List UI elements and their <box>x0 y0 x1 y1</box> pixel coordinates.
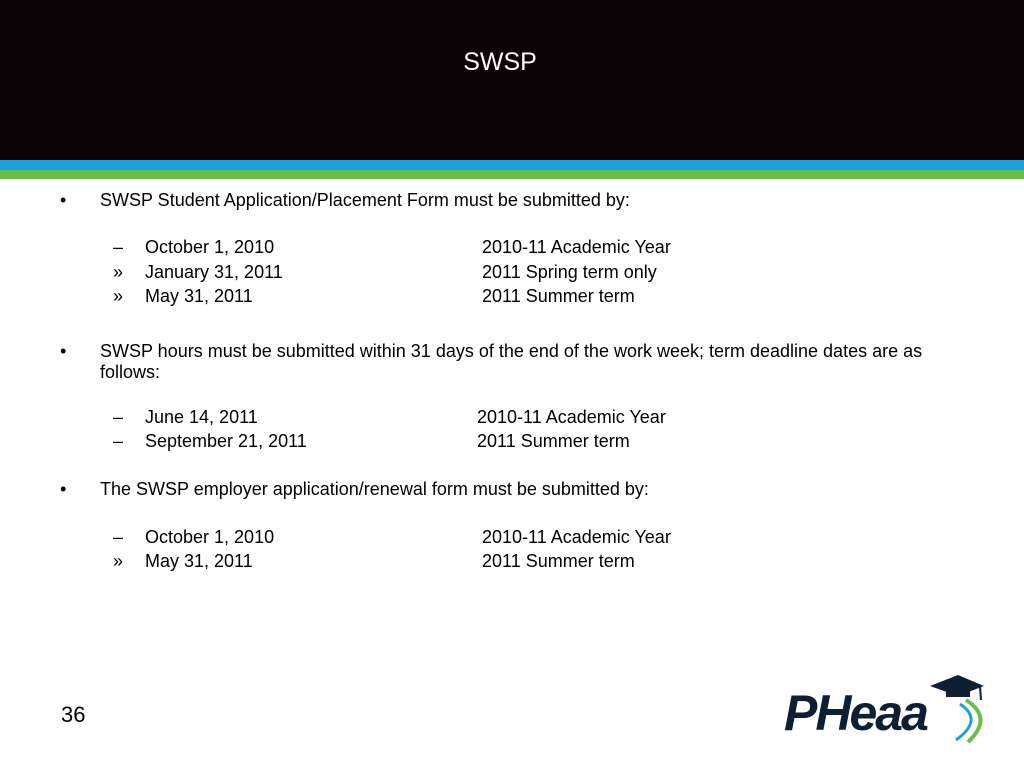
deadline-term: 2010-11 Academic Year <box>477 407 666 427</box>
page-number: 36 <box>61 702 86 727</box>
bullet-marker: • <box>60 341 67 361</box>
dash-marker: – <box>113 527 124 547</box>
deadline-date: May 31, 2011 <box>145 551 253 571</box>
chevron-marker: » <box>113 286 124 306</box>
chevron-marker: » <box>113 551 124 571</box>
dash-marker: – <box>113 431 124 451</box>
bullet-text-employer-application: The SWSP employer application/renewal form must be submitted by: <box>100 479 649 499</box>
deadline-term: 2010-11 Academic Year <box>482 527 671 547</box>
slide-title: SWSP <box>463 48 537 76</box>
dash-marker: – <box>113 237 124 257</box>
pheaa-logo <box>780 668 1000 748</box>
dash-marker: – <box>113 407 124 427</box>
deadline-date: May 31, 2011 <box>145 286 253 306</box>
deadline-date: September 21, 2011 <box>145 431 307 451</box>
deadline-term: 2011 Summer term <box>477 431 630 451</box>
deadline-date: January 31, 2011 <box>145 262 283 282</box>
deadline-term: 2011 Summer term <box>482 286 635 306</box>
chevron-marker: » <box>113 262 124 282</box>
deadline-date: October 1, 2010 <box>145 237 275 257</box>
deadline-term: 2010-11 Academic Year <box>482 237 671 257</box>
deadline-term: 2011 Summer term <box>482 551 635 571</box>
deadline-date: October 1, 2010 <box>145 527 275 547</box>
pheaa-logo-icon <box>780 668 1000 748</box>
bullet-marker: • <box>60 190 67 210</box>
bullet-marker: • <box>60 479 67 499</box>
bullet-text-student-application: SWSP Student Application/Placement Form must be submitted by: <box>100 190 630 210</box>
deadline-date: June 14, 2011 <box>145 407 258 427</box>
bullet-text-hours: SWSP hours must be submitted within 31 days of the end of the work week; term deadline dates are as follows: <box>100 341 923 382</box>
deadline-term: 2011 Spring term only <box>482 262 657 282</box>
svg-text:PHeaa: PHeaa <box>784 685 927 741</box>
